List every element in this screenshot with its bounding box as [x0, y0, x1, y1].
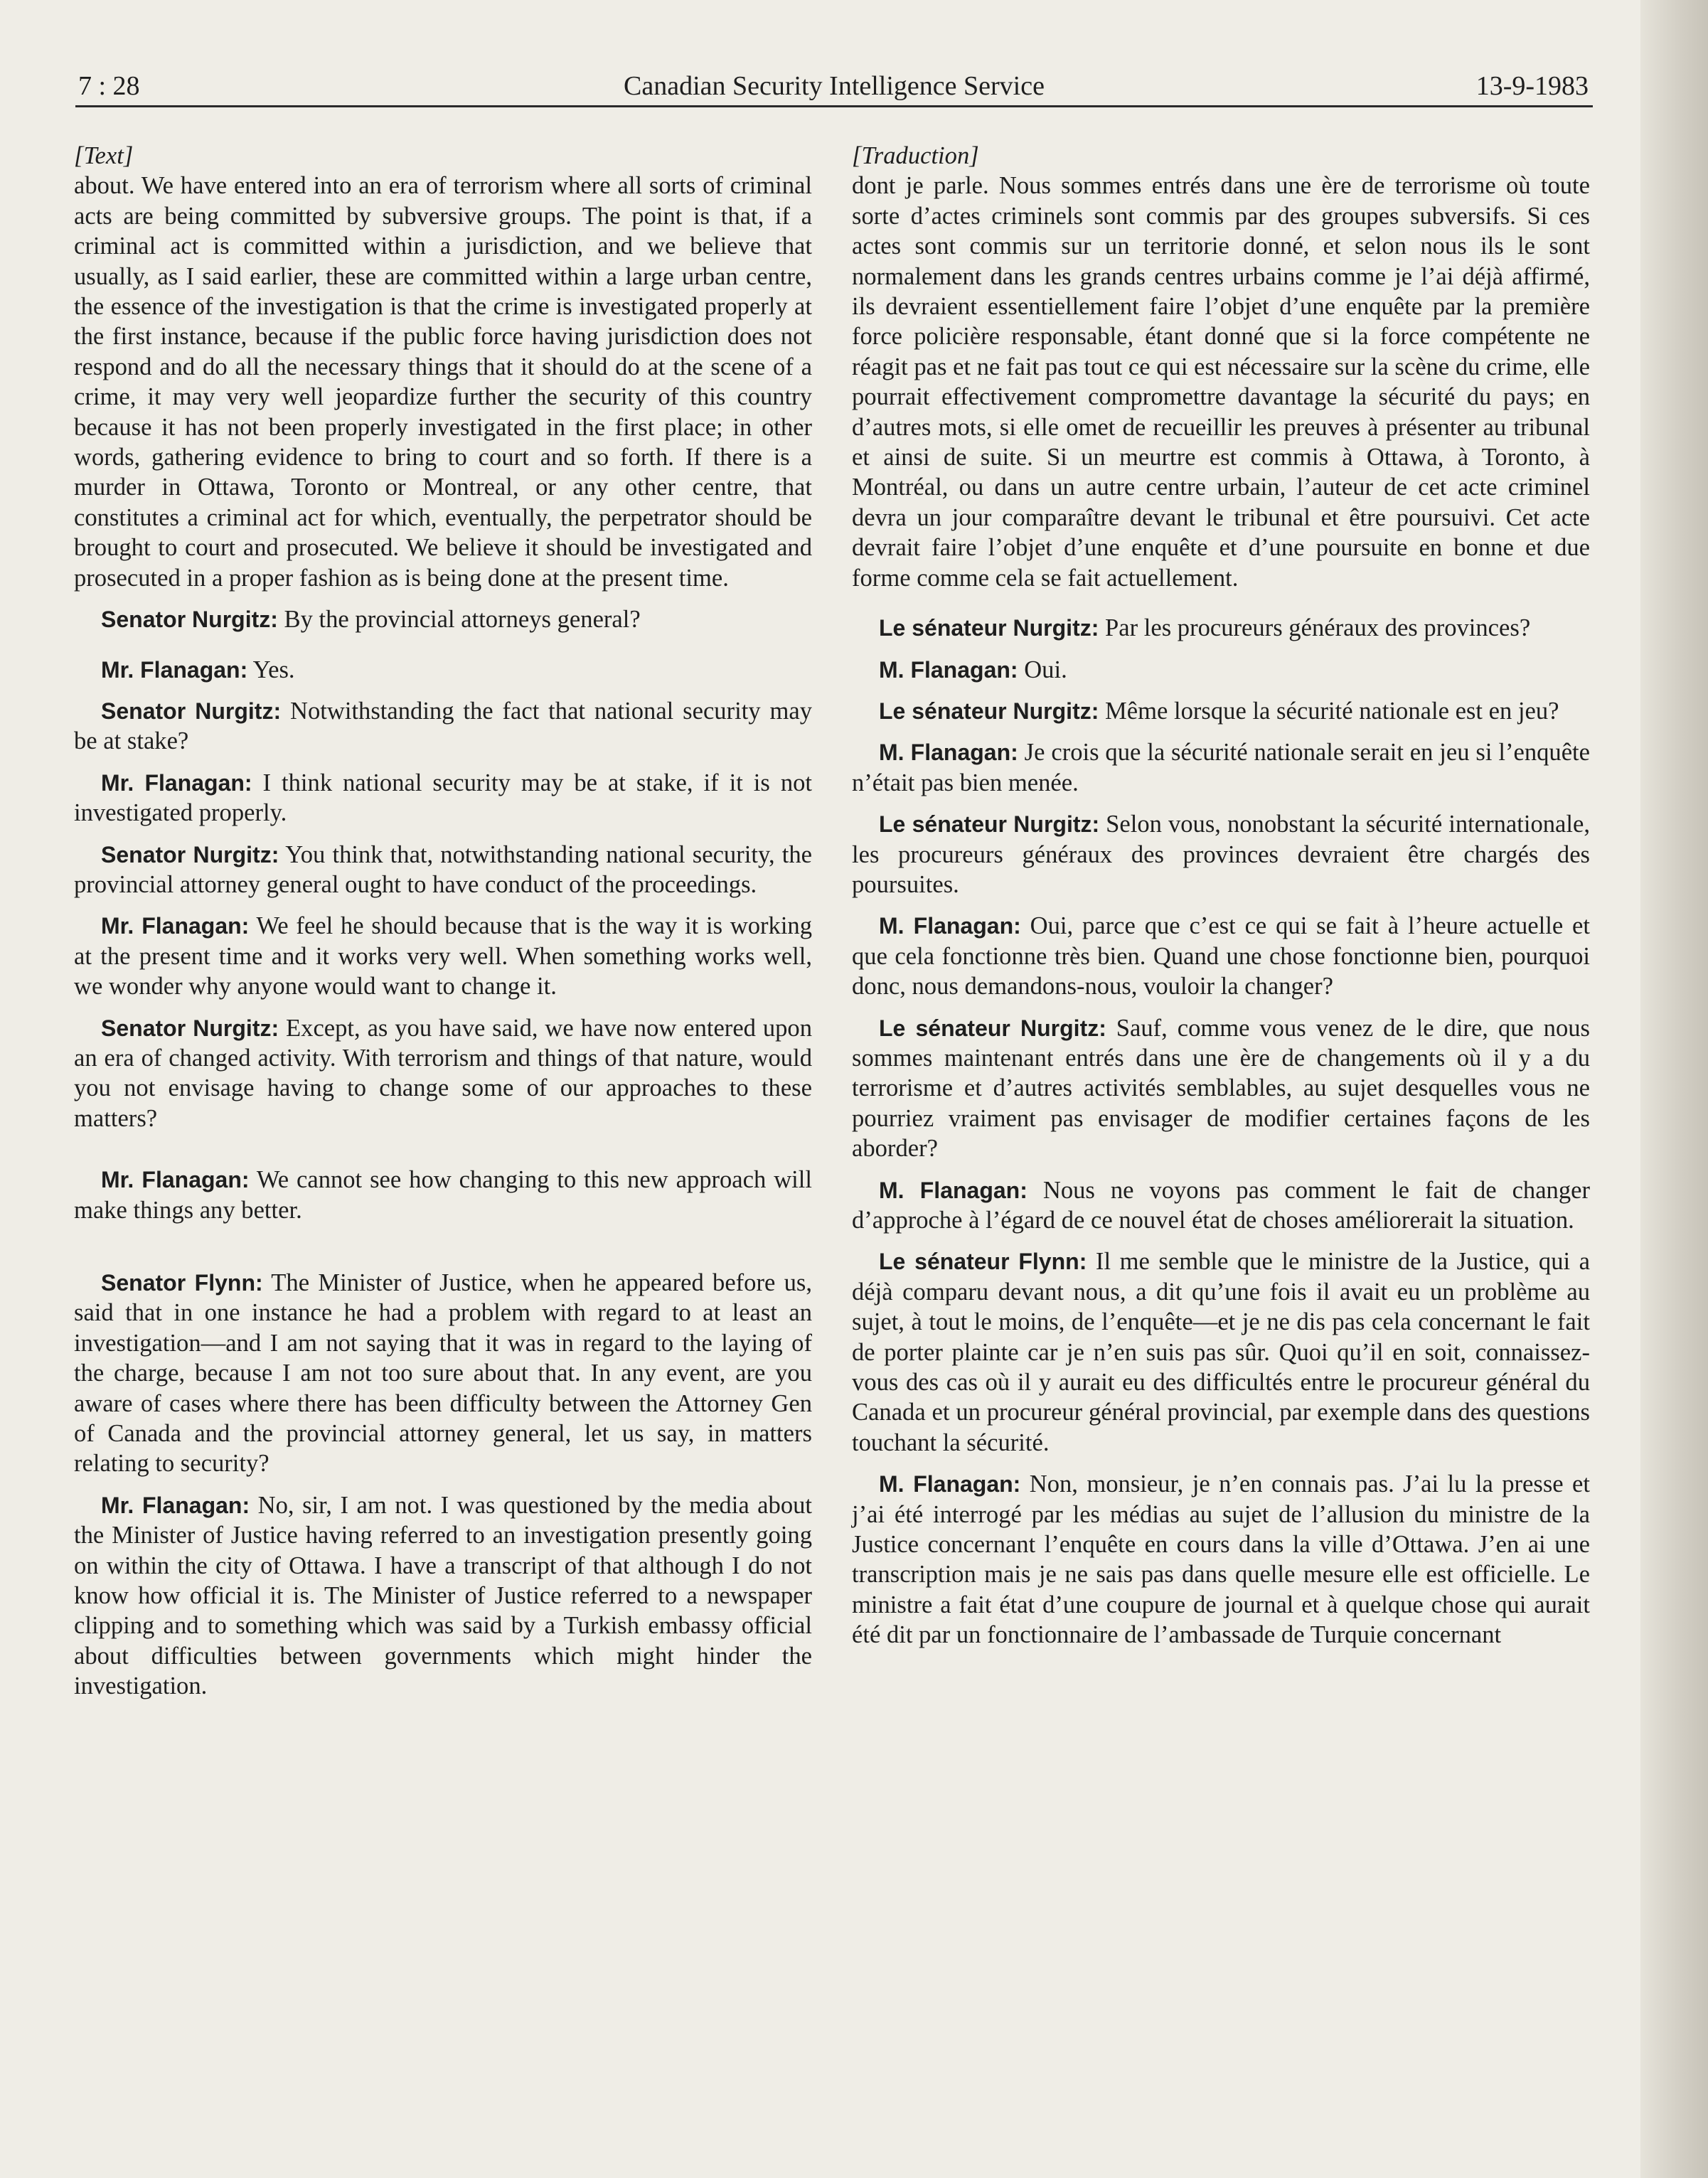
column-heading: [Text] [74, 142, 134, 169]
speaker-name: Senator Nurgitz: [101, 1015, 279, 1041]
speech-text: We cannot see how changing to this new approach will make things any better. [74, 1166, 813, 1224]
speech-text: Yes. [247, 656, 295, 683]
speech-text: The Minister of Justice, when he appeared before us, said that in one instance he had a problem with regard to at least an investigation—and I am not saying that it was in regard to the laying of the charge, because I am not too sure about that. In any event, are you aware of cases where there has been difficulty between the Attorney Gen of Canada and the provincial attorney general, let us say, in matters relating to security? [74, 1269, 813, 1478]
exchange-paragraph [74, 1165, 812, 1225]
speech-text: Il me semble que le ministre de la Justice, qui a déjà comparu devant nous, a dit qu’une fois il avait eu un problème au sujet, à tout le moins, de l’enquête—et je ne dis pas cela concernant le fait de porter plainte car je n’en suis pas sûr. Quoi qu’il en soit, connaissez-vous des cas où il y aurait eu des difficultés entre le procureur général du Canada et un procureur général provincial, par exemple dans des questions touchant la sécurité. [852, 1248, 1591, 1456]
page-header [75, 63, 1593, 107]
exchange-paragraph [74, 768, 812, 828]
speech-text: Par les procureurs généraux des provinces? [1099, 614, 1531, 642]
speaker-name: Senator Nurgitz: [101, 607, 278, 633]
exchange-paragraph [852, 655, 1590, 685]
exchange-paragraph [74, 840, 812, 900]
exchange-paragraph [852, 1175, 1590, 1236]
speech-text: Except, as you have said, we have now entered upon an era of changed activity. With terrorism and things of that nature, would you not envisage having to change some of our approaches to these matters? [74, 1014, 813, 1132]
speech-text: Même lorsque la sécurité nationale est en jeu? [1099, 697, 1559, 725]
speech-text: We feel he should because that is the way it is working at the present time and it works very well. When something works well, we wonder why anyone would want to change it. [74, 912, 813, 1000]
exchange-paragraph [74, 1490, 812, 1702]
speaker-name: M. Flanagan: [879, 913, 1021, 939]
speaker-name: Mr. Flanagan: [101, 1167, 250, 1193]
exchange-paragraph [852, 613, 1590, 643]
exchange-paragraph [74, 911, 812, 1001]
exchange-paragraph [852, 809, 1590, 900]
exchange-paragraph [852, 696, 1590, 726]
speaker-name: M. Flanagan: [879, 1471, 1021, 1498]
speaker-name: M. Flanagan: [879, 740, 1018, 766]
speaker-name: Le sénateur Flynn: [879, 1249, 1087, 1275]
binding-shadow [1640, 0, 1708, 2178]
speaker-name: Le sénateur Nurgitz: [879, 1015, 1106, 1041]
exchange-paragraph [852, 1247, 1590, 1458]
exchange-paragraph [852, 911, 1590, 1001]
column-heading: [Traduction] [852, 142, 979, 169]
speech-text: Sauf, comme vous venez de le dire, que nous sommes maintenant entrés dans une ère de changements où il y a du terrorisme et d’autres activités semblables, au sujet desquelles vous ne pourriez vraiment pas envisager de modifier certaines façons de les aborder? [852, 1014, 1590, 1163]
page-number: 7 : 28 [78, 71, 140, 101]
exchange-paragraph [74, 1268, 812, 1479]
speaker-name: Senator Nurgitz: [101, 841, 279, 868]
speech-text: Je crois que la sécurité nationale serait en jeu si l’enquête n’était pas bien menée. [852, 739, 1590, 796]
speech-text: I think national security may be at stake, if it is not investigated properly. [74, 769, 812, 827]
opening-paragraph: dont je parle. Nous sommes entrés dans une ère de terrorisme où toute sorte d’actes criminels sont commis par des groupes subversifs. Si ces actes sont commis sur un territorie donné, et selon nous ils le sont normalement dans les grands centres urbains comme je l’ai déjà affirmé, ils devraient essentiellement faire l’objet d’une enquête par la première force policière responsable, étant donné que si la force compétente ne réagit pas et ne fait pas tout ce qui est nécessaire sur la scène du crime, elle pourrait effectivement compromettre davantage la sécurité du pays; en d’autres mots, si elle omet de recueillir les preuves à présenter au tribunal et ainsi de suite. Si un meurtre est commis à Ottawa, à Toronto, à Montréal, ou dans un autre centre urbain, l’auteur de cet acte criminel devra un jour comparaître devant le tribunal et être poursuivi. Cet acte devrait faire l’objet d’une enquête et d’une poursuite en bonne et due forme comme cela se fait actuellement. [852, 172, 1590, 592]
speech-text: Selon vous, nonobstant la sécurité internationale, les procureurs généraux des provinces devraient être chargés des poursuites. [852, 811, 1590, 898]
header-date: 13-9-1983 [1475, 71, 1589, 101]
exchange-paragraph [74, 604, 812, 634]
speaker-name: Mr. Flanagan: [101, 656, 248, 683]
exchange-paragraph [74, 1013, 812, 1134]
speaker-name: M. Flanagan: [879, 1177, 1028, 1203]
speech-text: By the provincial attorneys general? [277, 606, 641, 634]
exchange-paragraph [74, 655, 812, 685]
opening-paragraph: about. We have entered into an era of terrorism where all sorts of criminal acts are being committed by subversive groups. The point is that, if a criminal act is committed within a jurisdiction, and we believe that usually, as I said earlier, these are committed within a large urban centre, the essence of the investigation is that the crime is investigated properly at the first instance, because if the public force having jurisdiction does not respond and do all the necessary things that it should do at the scene of a crime, it may very well jeopardize further the security of this country because it has not been properly investigated in the first place; in other words, gathering evidence to bring to court and so forth. If there is a murder in Ottawa, Toronto or Montreal, or any other centre, that constitutes a criminal act for which, eventually, the perpetrator should be brought to court and prosecuted. We believe it should be investigated and prosecuted in a proper fashion as is being done at the present time. [74, 172, 812, 592]
speech-text: Oui. [1018, 656, 1067, 683]
speaker-name: Le sénateur Nurgitz: [879, 615, 1099, 641]
exchange-paragraph [74, 696, 812, 757]
exchange-paragraph [852, 1013, 1590, 1164]
english-column [74, 141, 812, 1713]
speaker-name: Senator Flynn: [101, 1270, 263, 1296]
speaker-name: Mr. Flanagan: [101, 1492, 250, 1518]
exchange-paragraph [852, 1469, 1590, 1650]
speech-text: Notwithstanding the fact that national security may be at stake? [74, 697, 813, 755]
speaker-name: M. Flanagan: [879, 656, 1018, 683]
speech-text: Nous ne voyons pas comment le fait de changer d’approche à l’égard de ce nouvel état de choses améliorerait la situation. [852, 1176, 1591, 1234]
running-title: Canadian Security Intelligence Service [624, 71, 1045, 101]
speech-text: Oui, parce que c’est ce qui se fait à l’heure actuelle et que cela fonctionne très bien. Quand une chose fonctionne bien, pourquoi donc, nous demandons-nous, vouloir la changer? [852, 912, 1591, 1000]
speaker-name: Le sénateur Nurgitz: [879, 811, 1100, 838]
speech-text: You think that, notwithstanding national security, the provincial attorney general ought to have conduct of the proceedings. [74, 840, 813, 898]
speaker-name: Mr. Flanagan: [101, 913, 250, 939]
exchange-paragraph [852, 737, 1590, 798]
speech-text: No, sir, I am not. I was questioned by the media about the Minister of Justice having referred to an investigation presently going on within the city of Ottawa. I have a transcript of that although I do not know how official it is. The Minister of Justice referred to a newspaper clipping and to something which was said by a Turkish embassy official about difficulties between governments which might hinder the investigation. [74, 1491, 813, 1700]
speaker-name: Mr. Flanagan: [101, 769, 252, 796]
speaker-name: Senator Nurgitz: [101, 698, 282, 724]
french-column [852, 141, 1590, 1662]
speech-text: Non, monsieur, je n’en connais pas. J’ai lu la presse et j’ai été interrogé par les médias au sujet de l’allusion du ministre de la Justice concernant l’enquête en cours dans la ville d’Ottawa. J’en ai une transcription mais je ne sais pas dans quelle mesure elle est officielle. Le ministre a fait état d’une coupure de journal et à quelque chose qui aurait été dit par un fonctionnaire de l’ambassade de Turquie concernant [852, 1470, 1590, 1649]
speaker-name: Le sénateur Nurgitz: [879, 698, 1099, 724]
